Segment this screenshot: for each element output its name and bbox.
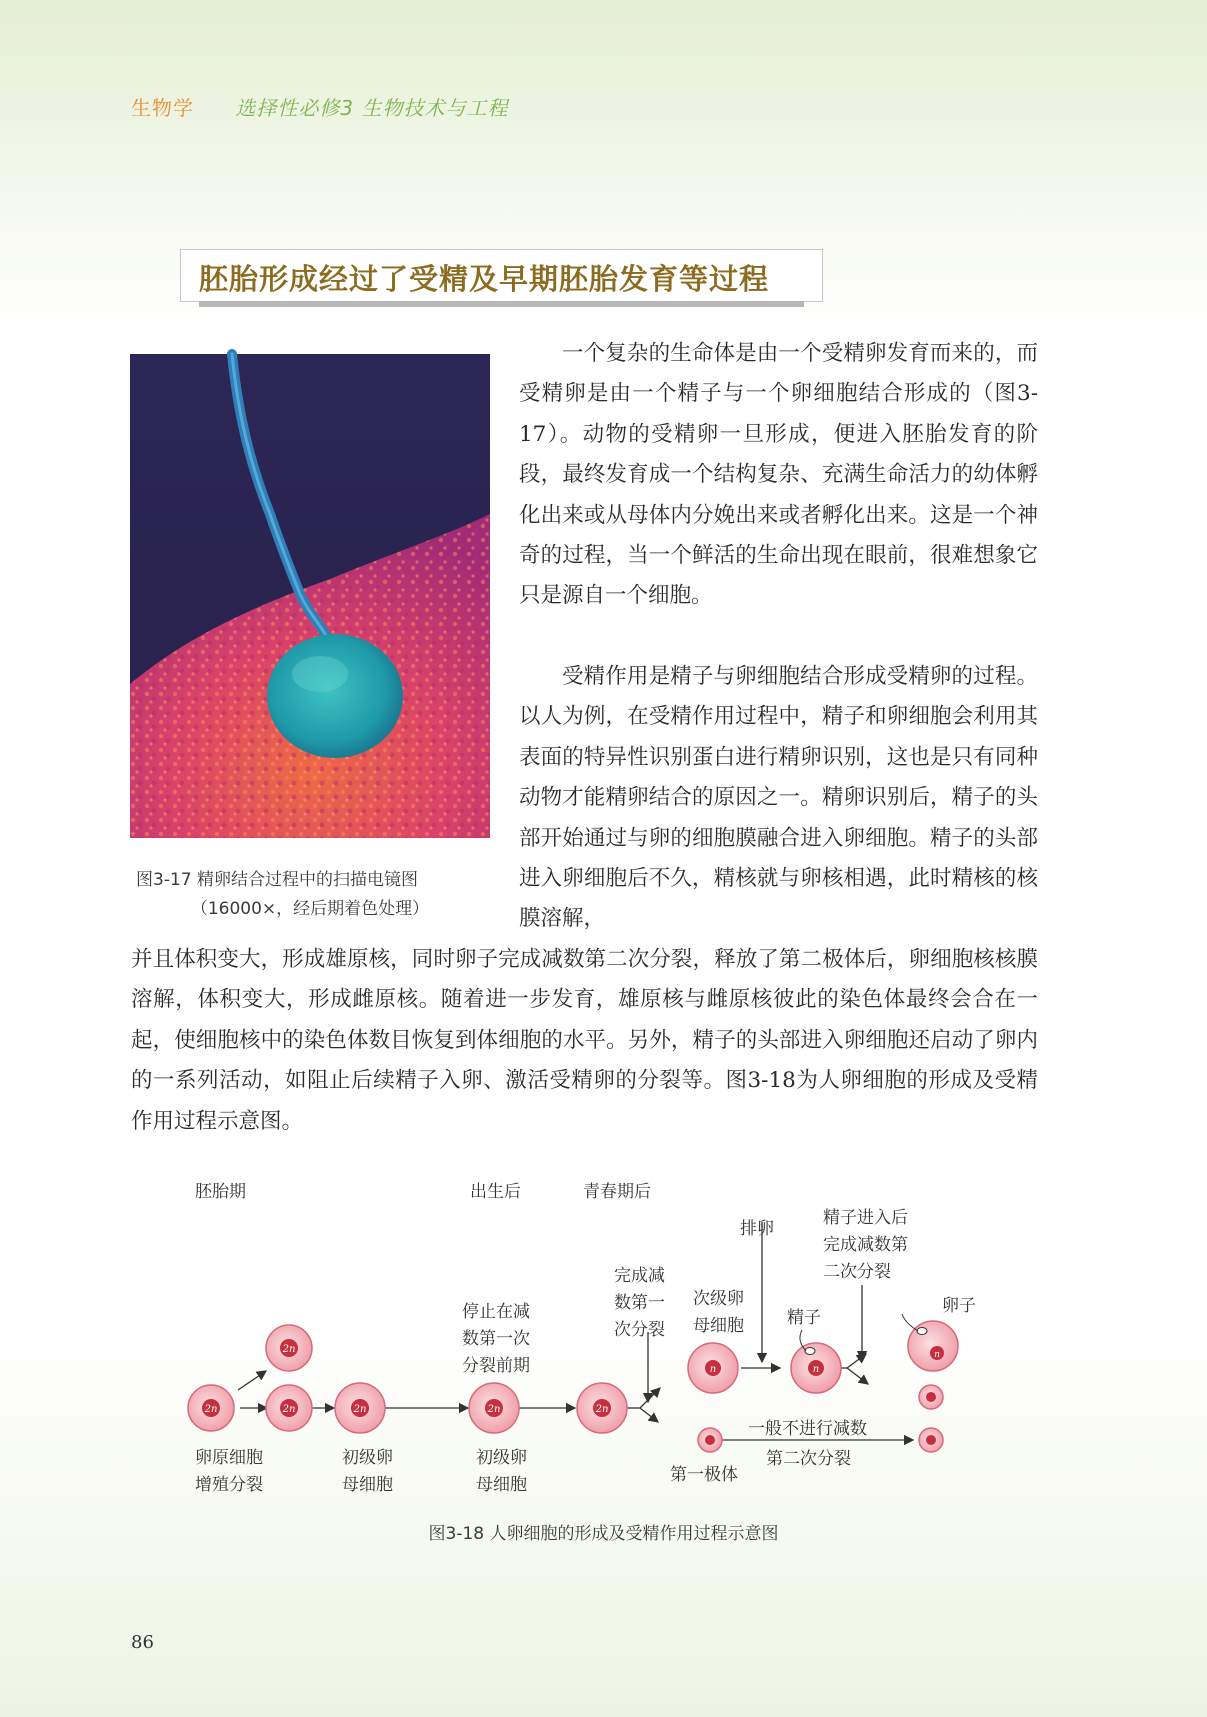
- label-no-mii-line1: 一般不进行减数: [748, 1419, 867, 1439]
- label-sperm-entry-line1: 精子进入后: [823, 1208, 908, 1228]
- label-no-mii-line2: 第二次分裂: [766, 1449, 851, 1469]
- label-embryo-period: 胚胎期: [195, 1182, 246, 1202]
- label-egg: 卵子: [942, 1296, 976, 1316]
- paragraph-3: 并且体积变大，形成雄原核，同时卵子完成减数第二次分裂，释放了第二极体后，卵细胞核核膜溶解，体积变大，形成雌原核。随着进一步发育，雄原核与雌原核彼此的染色体最终会合在一起，使细胞核中的染色体数目恢复到体细胞的水平。另外，精子的头部进入卵细胞还启动了卵内的一系列活动，如阻止后续精子入卵、激活受精卵的分裂等。图3-18为人卵细胞的形成及受精作用过程示意图。: [131, 947, 1038, 1134]
- figure-3-18-diagram: [150, 1170, 976, 1500]
- section-title-box: [180, 249, 823, 302]
- running-header: [131, 92, 508, 121]
- label-primary-oocyte-1-line2: 母细胞: [342, 1475, 393, 1495]
- paragraph-2: 受精作用是精子与卵细胞结合形成受精卵的过程。以人为例，在受精作用过程中，精子和卵细胞会利用其表面的特异性识别蛋白进行精卵识别，这也是只有同种动物才能精卵结合的原因之一。精卵识别后，精子的头部开始通过与卵的细胞膜融合进入卵细胞。精子的头部进入卵细胞后不久，精核就与卵核相遇，此时精核的核膜溶解，: [519, 664, 1038, 932]
- label-primary-oocyte-2-line1: 初级卵: [476, 1448, 527, 1468]
- label-primary-oocyte-2-line2: 母细胞: [476, 1475, 527, 1495]
- label-sperm-entry-line3: 二次分裂: [823, 1262, 891, 1282]
- secondary-oocyte-cell: [688, 1343, 738, 1393]
- second-polar-body-cell: [919, 1385, 943, 1409]
- label-secondary-oocyte-line1: 次级卵: [693, 1289, 744, 1309]
- cell-ploidy-label: 2n: [282, 1344, 296, 1355]
- label-complete-mi-line3: 次分裂: [614, 1320, 665, 1340]
- oogonium-cell-upper: [266, 1325, 312, 1371]
- section-title: 胚胎形成经过了受精及早期胚胎发育等过程: [199, 262, 770, 296]
- polar-body-cell-final: [919, 1428, 943, 1452]
- cell-ploidy-label: 2n: [353, 1404, 367, 1415]
- label-oogonia-line1: 卵原细胞: [195, 1448, 263, 1468]
- label-arrest-line2: 数第一次: [462, 1329, 530, 1349]
- label-oogonia-line2: 增殖分裂: [195, 1475, 263, 1495]
- figure-3-17-caption: [130, 866, 490, 924]
- section-title-underline: [199, 301, 804, 307]
- primary-oocyte-cell-1: [335, 1383, 385, 1433]
- label-secondary-oocyte-line2: 母细胞: [693, 1316, 744, 1336]
- cell-ploidy-label: 2n: [204, 1404, 218, 1415]
- label-primary-oocyte-1-line1: 初级卵: [342, 1448, 393, 1468]
- label-after-puberty: 青春期后: [583, 1182, 651, 1202]
- cell-ploidy-label: 2n: [595, 1404, 609, 1415]
- label-after-birth: 出生后: [470, 1182, 521, 1202]
- sem-photo-sperm-egg: [130, 354, 490, 838]
- label-sperm: 精子: [787, 1308, 821, 1328]
- figure-3-17-caption-line1: 图3-17 精卵结合过程中的扫描电镜图: [136, 870, 418, 890]
- cell-ploidy-label: n: [709, 1364, 717, 1375]
- header-book-title: 选择性必修3 生物技术与工程: [235, 96, 509, 120]
- first-polar-body-cell: [698, 1428, 722, 1452]
- egg-cell: [902, 1314, 958, 1371]
- primary-oocyte-cell-2: [469, 1383, 519, 1433]
- label-complete-mi-line2: 数第一: [614, 1293, 665, 1313]
- cell-ploidy-label: 2n: [487, 1404, 501, 1415]
- label-arrest-line1: 停止在减: [462, 1302, 530, 1322]
- fertilized-secondary-oocyte-cell: [791, 1330, 841, 1393]
- label-first-polar-body: 第一极体: [670, 1465, 738, 1485]
- label-ovulation: 排卵: [740, 1219, 774, 1239]
- oogonium-cell-lower: [266, 1385, 312, 1431]
- header-subject: 生物学: [131, 96, 194, 120]
- label-sperm-entry-line2: 完成减数第: [823, 1235, 908, 1255]
- oocyte-formation-diagram: [150, 1170, 976, 1500]
- page-number: 86: [131, 1632, 154, 1653]
- oogonium-cell: [188, 1385, 234, 1431]
- cell-ploidy-label: n: [934, 1350, 940, 1360]
- cell-ploidy-label: n: [812, 1364, 820, 1375]
- paragraph-1: 一个复杂的生命体是由一个受精卵发育而来的，而受精卵是由一个精子与一个卵细胞结合形成的（图3-17）。动物的受精卵一旦形成，便进入胚胎发育的阶段，最终发育成一个结构复杂、充满生命活力的幼体孵化出来或从母体内分娩出来或者孵化出来。这是一个神奇的过程，当一个鲜活的生命出现在眼前，很难想象它只是源自一个细胞。: [519, 341, 1038, 609]
- cell-ploidy-label: 2n: [282, 1404, 296, 1415]
- figure-3-18-caption: 图3-18 人卵细胞的形成及受精作用过程示意图: [428, 1524, 779, 1544]
- primary-oocyte-cell-3: [577, 1383, 627, 1433]
- figure-3-17-caption-line2: （16000×，经后期着色处理）: [190, 899, 430, 919]
- label-complete-mi-line1: 完成减: [614, 1266, 665, 1286]
- label-arrest-line3: 分裂前期: [462, 1356, 530, 1376]
- sem-image: [130, 354, 490, 838]
